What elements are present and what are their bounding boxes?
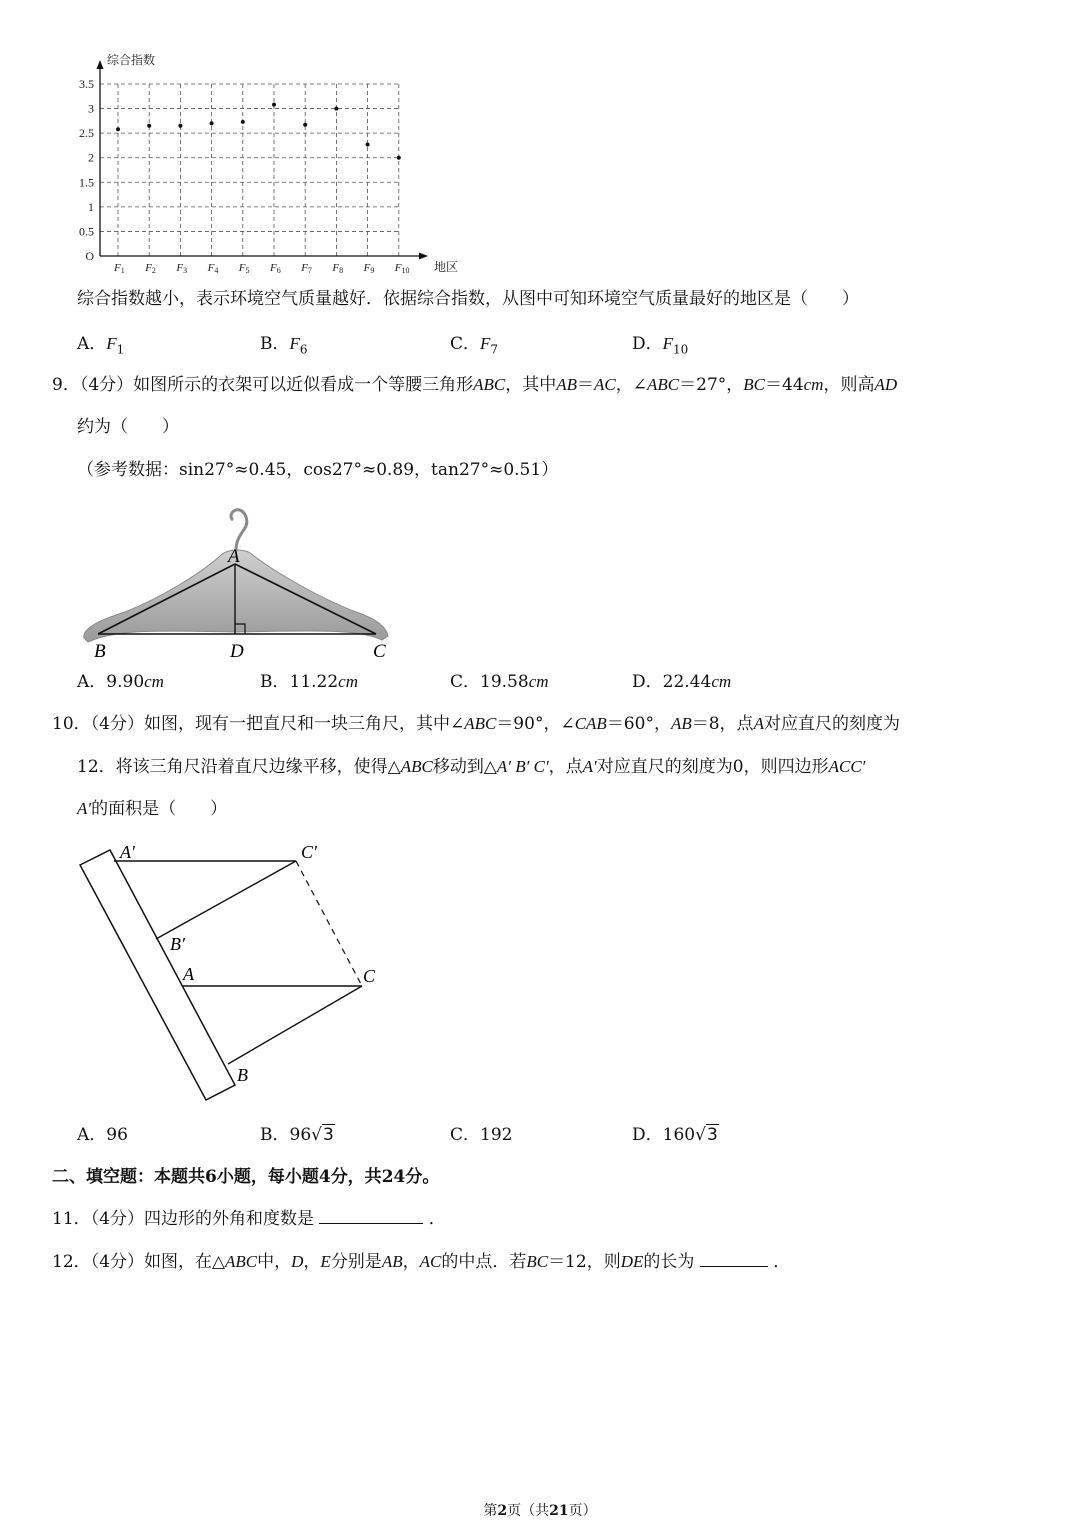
chart-grid (100, 84, 399, 256)
q10-line3: A′的面积是（ ） (77, 799, 228, 819)
fig10-label-c: C (363, 966, 376, 986)
section2-heading: 二、填空题：本题共6小题，每小题4分，共24分。 (52, 1167, 440, 1187)
fig9-label-d: D (230, 641, 244, 662)
x-axis-arrow-icon (419, 253, 428, 260)
x-tick-label: F1 (114, 262, 125, 275)
q9-line2: 约为（ ） (77, 417, 179, 437)
x-tick-label: F8 (332, 262, 344, 275)
fig9-label-c: C (373, 641, 386, 662)
data-point-f9 (366, 142, 370, 146)
q8-chart (60, 40, 480, 280)
q8-option-c: C．$F_7$ (450, 334, 499, 357)
q12-answer-blank[interactable] (700, 1251, 768, 1267)
data-point-f8 (334, 107, 338, 111)
q9-hanger-figure (70, 490, 400, 665)
x-axis-label: 地区 (434, 260, 459, 274)
fig10-label-a-prime: A′ (120, 842, 135, 862)
fig9-label-b: B (94, 641, 106, 662)
q10-line2: 12．将该三角尺沿着直尺边缘平移，使得△ABC移动到△A′ B′ C′，点A′对应直尺的刻度为0，则四边形ACC′ (77, 757, 866, 777)
q10-ruler-figure (70, 835, 390, 1110)
page-footer: 第2页（共21页） (483, 1503, 597, 1519)
q9-line1: 9．（4分）如图所示的衣架可以近似看成一个等腰三角形ABC，其中AB＝AC，∠ABC＝27°，BC＝44cm，则高AD (52, 375, 898, 395)
fig10-label-a: A (183, 964, 194, 984)
y-tick-label: 1.5 (79, 175, 94, 190)
q9-option-a: A．9.90cm (77, 672, 164, 692)
y-axis-label: 综合指数 (107, 53, 156, 67)
data-point-f5 (241, 120, 245, 124)
y-tick-label: 1 (88, 199, 94, 214)
data-point-f6 (272, 103, 276, 107)
x-tick-label: F4 (207, 262, 219, 275)
ruler (80, 850, 235, 1100)
q9-option-c: C．19.58cm (450, 672, 549, 692)
q10-line1: 10．（4分）如图，现有一把直尺和一块三角尺，其中∠ABC＝90°，∠CAB＝60°，AB＝8，点A对应直尺的刻度为 (52, 714, 900, 734)
x-tick-label: F2 (145, 262, 156, 275)
x-tick-label: F5 (238, 262, 250, 275)
q9-option-b: B．11.22cm (260, 672, 358, 692)
chart-xticks (113, 262, 410, 275)
x-tick-label: F3 (176, 262, 188, 275)
q10-option-a: A．96 (77, 1125, 128, 1145)
data-point-f7 (303, 123, 307, 127)
fig9-label-a: A (228, 546, 240, 567)
fig10-label-c-prime: C′ (301, 842, 317, 862)
hanger-hook (231, 510, 247, 550)
q8-question-text: 综合指数越小，表示环境空气质量越好．依据综合指数，从图中可知环境空气质量最好的地区是（ ） (77, 289, 859, 309)
data-point-f2 (147, 124, 151, 128)
data-point-f3 (178, 124, 182, 128)
data-point-f1 (116, 127, 120, 131)
y-tick-label: O (85, 249, 94, 263)
chart-axes (97, 52, 459, 274)
q8-option-d: D．$F_{10}$ (632, 334, 689, 357)
x-tick-label: F7 (301, 262, 312, 275)
data-point-f4 (210, 121, 214, 125)
fig10-label-b: B (237, 1065, 248, 1085)
y-tick-label: 2.5 (79, 126, 94, 141)
y-axis-arrow-icon (97, 60, 104, 69)
x-tick-label: F6 (270, 262, 281, 275)
q10-option-c: C．192 (450, 1125, 513, 1145)
fig10-label-b-prime: B′ (170, 934, 185, 954)
q10-option-b: B．96√3 (260, 1125, 334, 1145)
q12: 12．（4分）如图，在△ABC中，D，E分别是AB，AC的中点．若BC＝12，则DE的长为 ． (52, 1252, 791, 1272)
x-tick-label: F9 (363, 262, 375, 275)
data-point-f10 (397, 156, 401, 160)
y-tick-label: 0.5 (79, 224, 94, 239)
chart-points (116, 103, 401, 160)
x-tick-label: F10 (394, 262, 410, 275)
y-tick-label: 3.5 (79, 77, 94, 91)
q9-reference-data: （参考数据：sin27°≈0.45，cos27°≈0.89，tan27°≈0.51） (77, 460, 559, 480)
q10-option-d: D．160√3 (632, 1125, 718, 1145)
q8-option-b: B．$F_6$ (260, 334, 308, 357)
q11-answer-blank[interactable] (319, 1208, 423, 1224)
chart-yticks (79, 77, 94, 263)
q9-option-d: D．22.44cm (632, 672, 732, 692)
q11: 11．（4分）四边形的外角和度数是 ． (52, 1209, 446, 1229)
q8-option-a: A．$F_1$ (77, 334, 125, 357)
y-tick-label: 2 (88, 150, 94, 165)
y-tick-label: 3 (88, 101, 94, 116)
